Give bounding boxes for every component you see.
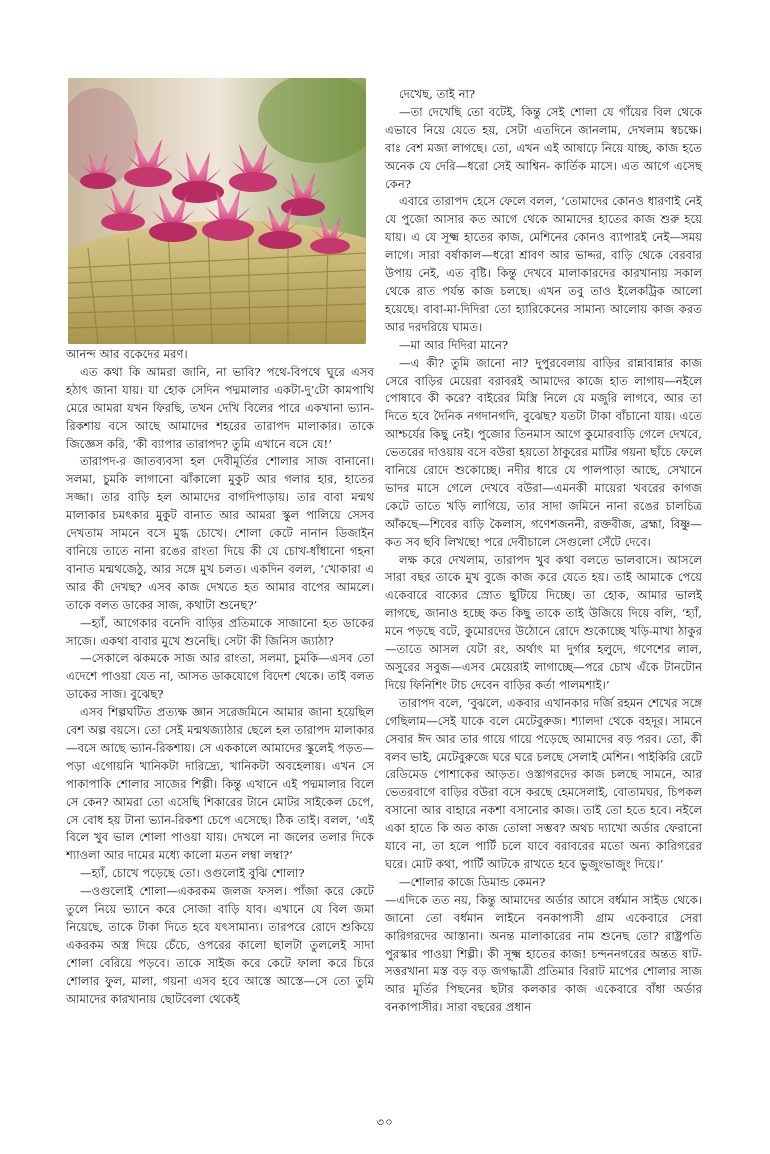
paragraph: —হ্যাঁ, চোখে পড়েছে তো। ওগুলোই বুঝি শোলা? — [80, 866, 305, 881]
paragraph: —ওগুলোই শোলা—একরকম জলজ ফসল। পাঁজা করে কেটে তুলে নিয়ে ভ্যানে করে সোজা বাড়ি যাব। এখানে যে বিল জমা নিয়েছে, তাকে টাকা দিতে হবে যৎসামান্য। তারপরে রোদে শুকিয়ে একরকম অস্ত্র দিয়ে চেঁচে, ওপরের কালো ছালটা তুললেই সাদা শোলা বেরিয়ে পড়বে। তাকে সাইজ করে কেটে ফালা করে চিরে শোলার ফুল, মালা, গয়না এসব হবে আস্তে আস্তে—সে তো তুমি আমাদের কারখানায় ছোটবেলা থেকেই — [66, 884, 374, 1006]
paragraph: তারাপদ বলে, ‘বুঝলে, একবার এখানকার দর্জি রহমন শেখের সঙ্গে গেছিলাম—সেই যাকে বলে মেটেবুরুজ। শ্যালদা থেকে বহদূর। সামনে সেবার ঈদ আর তার গায়ে গায়ে পড়েছে আমাদের বড় পরব। তো, কী বলব ভাই, মেটেবুরুজে ঘরে ঘরে চলছে সেলাই মেশিন। পাইকিরি রেটে রেডিমেড পোশাকের আড়ত। ওস্তাগরদের কাজ চলছে সামনে, আর ভেতরবাগে বাড়ির বউরা বসে করছে হেমসেলাই, বোতামঘর, চিপকল বসানো আর বাহারে নকশা বসানোর কাজ। তাই তো হতে হবে। নইলে একা হাতে কি অত কাজ তোলা সম্ভব? অথচ দ্যাখো অর্ডার ফেরানো যাবে না, তা হলে পার্টি চলে যাবে বরাবরের মতো অন্য কারিগরের ঘরে। মোট কথা, পার্টি আটকে রাখতে হবে ভুজুংভাজুং দিয়ে।’ — [385, 695, 702, 871]
paragraph: —এ কী? তুমি জানো না? দুপুরবেলায় বাড়ির রান্নাবান্নার কাজ সেরে বাড়ির মেয়েরা বরাবরই আমাদের কাজে হাত লাগায়—নইলে পোষাবে কী করে? বাইরের মিস্ত্রি নিলে যে মজুরি লাগবে, আর তা দিতে হবে দৈনিক নগদানগদি, বুঝেছ? যতটা টাকা বাঁচানো যায়। এতে আশ্চর্যের কিছু নেই। পুজোর তিনমাস আগে কুমোরবাড়ি গেলে দেখবে, ভেতরের দাওয়ায় বসে বউরা হয়তো ঠাকুরের মাটির গয়না ছাঁচে ফেলে বানিয়ে রোদে শুকোচ্ছে। নদীর ধারে যে পালপাড়া আছে, সেখানে ভাদর মাসে গেলে দেখবে বউরা—এমনকী মায়েরা খবরের কাগজ কেটে তাতে খড়ি লাগিয়ে, তার সাদা জমিনে নানা রঙের চালচিত্র আঁকছে—শিবের বাড়ি কৈলাস, গণেশজননী, রক্তবীজ, ব্রহ্মা, বিষ্ণু— কত সব ছবি লিখছে! পরে দেবীচালে সেগুলো সেঁটে দেবে। — [385, 355, 702, 549]
paragraph: দেখেছ, তাই না? — [399, 87, 476, 101]
article-column-left — [66, 346, 374, 1009]
paragraph: —হ্যাঁ, আগেকার বনেদি বাড়ির প্রতিমাকে সাজানো হত ডাকের সাজে। একথা বাবার মুখে শুনেছি। সেটা কী জিনিস জ্যাঠা? — [66, 615, 374, 648]
paragraph: লক্ষ করে দেখলাম, তারাপদ খুব কথা বলতে ভালবাসে। আসলে সারা বছর তাকে মুখ বুজে কাজ করে যেতে হয়। তাই আমাকে পেয়ে একেবারে বাক্যের স্রোত ছুটিয়ে দিচ্ছে। তা হোক, আমার ভালই লাগছে, জানাও হচ্ছে কত কিছু তাকে তাই উজিয়ে দিয়ে বলি, ‘হ্যাঁ, মনে পড়ছে বটে, কুমোরদের উঠোনে রোদে শুকোচ্ছে খড়ি-মাখা ঠাকুর—তাতে আসল যেটা রং, অর্থাৎ মা দুর্গার হলুদে, গণেশের লাল, অসুরের সবুজ—এসব মেয়েরাই লাগাচ্ছে—পরে চোখ এঁকে টানটোন দিয়ে ফিনিশিং টাচ দেবেন বাড়ির কর্তা পালমশাই।’ — [385, 552, 702, 692]
paragraph: এবারে তারাপদ হেসে ফেলে বলল, ‘তোমাদের কোনও ধারণাই নেই যে পুজো আসার কত আগে থেকে আমাদের হাতের কাজ শুরু হয়ে যায়। এ যে সূক্ষ্ম হাতের কাজ, মেশিনের কোনও ব্যাপারই নেই—সময় লাগে। সারা বর্ষাকাল—ধরো শ্রাবণ আর ভাদ্দর, বাড়ি থেকে বেরবার উপায় নেই, এত বৃষ্টি। কিন্তু দেখবে মালাকারদের কারখানায় সকাল থেকে রাত পর্যন্ত কাজ চলছে। এখন তবু তাও ইলেকট্রিক আলো হয়েছে। বাবা-মা-দিদিরা তো হ্যারিকেনের সামান্য আলোয় কাজ করত আর দরদরিয়ে ঘামত। — [385, 194, 702, 334]
paragraph: —মা আর দিদিরা মানে? — [399, 337, 509, 352]
paragraph: —শোলার কাজে ডিমান্ড কেমন? — [399, 874, 546, 889]
paragraph: —তা দেখেছি তো বটেই, কিন্তু সেই শোলা যে গাঁয়ের বিল থেকে এভাবে নিয়ে যেতে হয়, সেটা এতদিনে জানলাম, দেখলাম স্বচক্ষে। বাঃ বেশ মজা লাগছে। তো, এখন এই আষাঢ়ে নিয়ে যাচ্ছ, কাজ হতে অনেক যে দেরি—ধরো সেই আশ্বিন- কার্তিক মাসে। এত আগে এসেছ কেন? — [385, 104, 702, 191]
page-number: ৩০ — [376, 1115, 394, 1129]
paragraph: এসব শিল্পঘটিত প্রত্যক্ষ জ্ঞান সরেজমিনে আমার জানা হয়েছিল বেশ অল্প বয়সে। তো সেই মন্মথজ্যাঠার ছেলে হল তারাপদ মালাকার—বসে আছে ভ্যান-রিকশায়। সে এককালে আমাদের স্কুলেই পড়ত—পড়া এগোয়নি খানিকটা দারিদ্র্যে, খানিকটা অবহেলায়। এখন সে পাকাপাকি শোলার সাজের শিল্পী। কিন্তু এখানে এই পদ্মমালার বিলে সে কেন? আমরা তো এসেছি শিকারের টানে মোটর সাইকেল চেপে, সে বোধ হয় টানা ভ্যান-রিকশা চেপে এসেছে। ঠিক তাই। বলল, ‘এই বিলে খুব ভাল শোলা পাওয়া যায়। দেখলে না জলের তলার দিকে শ্যাওলা আর দামের মধ্যে কালো মতন লম্বা লম্বা?’ — [66, 705, 374, 863]
paragraph: এত কথা কি আমরা জানি, না ভাবি? পথে-বিপথে ঘুরে এসব হঠাৎ জানা যায়। যা হোক সেদিন পদ্মমালার একটা-দু’টো কামপাখি মেরে আমরা যখন ফিরছি, তখন দেখি বিলের পারে একখানা ভ্যান-রিকশায় বসে আছে আমাদের শহরের তারাপদ মালাকার। তাকে জিজ্ঞেস করি, ‘কী ব্যাপার তারাপদ? তুমি এখানে বসে যে!’ — [66, 364, 374, 451]
paragraph: তারাপদ-র জাতব্যবসা হল দেবীমূর্তির শোলার সাজ বানানো। সলমা, চুমকি লাগানো ঝাঁকালো মুকুট আর গলার হার, হাতের সজ্জা। তার বাড়ি হল আমাদের বাগদিপাড়ায়। তার বাবা মন্মথ মালাকার চমৎকার মুকুট বানাত আর আমরা স্কুল পালিয়ে সেসব দেখতাম সামনে বসে মুগ্ধ চোখে। শোলা কেটে নানান ডিজাইন বানিয়ে তাতে নানা রঙের রাংতা দিয়ে কী যে চোখ-ধাঁধানো গহনা বানাত মন্মথজেঠু, আর সঙ্গে মুখ চলত। একদিন বলল, ‘খোকারা এ আর কী দেখছ? এসব কাজ দেখতে হত আমার বাপের আমলে। তাকে বলত ডাকের সাজ, কথাটা শুনেছ?’ — [66, 454, 374, 612]
lotus-basket-photo — [68, 78, 366, 344]
article-column-right — [385, 86, 702, 1017]
paragraph: —সেকালে ঝকমকে সাজ আর রাংতা, সলমা, চুমকি—এসব তো এদেশে পাওয়া যেত না, আসত ডাকযোগে বিদেশ থেকে। তাই বলত ডাকের সাজ। বুঝেছ? — [66, 651, 374, 702]
paragraph: আনন্দ আর বকেদের মরণ। — [66, 347, 188, 361]
paragraph: —এদিকে তত নয়, কিন্তু আমাদের অর্ডার আসে বর্ধমান সাইড থেকে। জানো তো বর্ধমান লাইনে বনকাপাসী গ্রাম একেবারে সেরা কারিগরদের আস্তানা। অনন্ত মালাকারের নাম শুনেছ তো? রাষ্ট্রপতি পুরস্কার পাওয়া শিল্পী। কী সূক্ষ্ম হাতের কাজ! চন্দননগরের অন্তত ষাট-সত্তরখানা মস্ত বড় বড় জগদ্ধাত্রী প্রতিমার বিরাট মাপের শোলার সাজ আর মূর্তির পিছনের ছটার কলকার কাজ একেবারে বাঁধা অর্ডার বনকাপাসীর। সারা বছরের প্রধান — [385, 892, 702, 1015]
